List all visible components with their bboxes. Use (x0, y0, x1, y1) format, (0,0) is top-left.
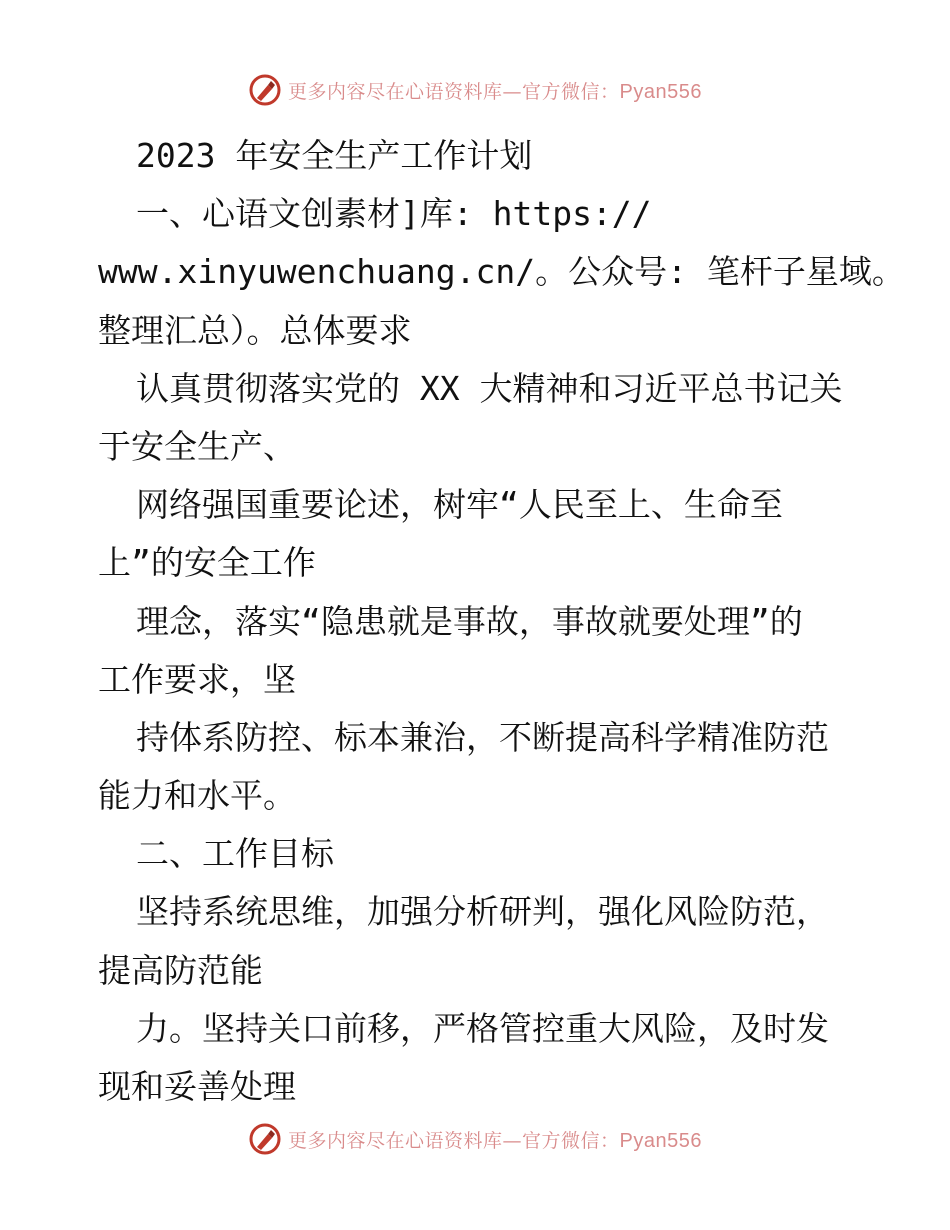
header-banner-text: 更多内容尽在心语资料库—官方微信：Pyan556 (288, 80, 702, 103)
footer-banner (0, 1119, 950, 1159)
paragraph-line: 能力和水平。 (98, 776, 296, 816)
header-wechat-id: Pyan556 (619, 80, 702, 103)
paragraph-line: 理念，落实“隐患就是事故，事故就要处理”的 (136, 601, 803, 641)
paragraph-line: 持体系防控、标本兼治，不断提高科学精准防范 (136, 717, 829, 757)
paragraph-line: 于安全生产、 (98, 426, 296, 466)
section-heading-1: 一、心语文创素材]库: https:// (136, 194, 652, 234)
paragraph-line: 现和妥善处理 (98, 1067, 296, 1106)
paragraph-line: 力。坚持关口前移，严格管控重大风险，及时发 (136, 1008, 829, 1048)
header-banner (0, 70, 950, 110)
section-heading-2: 二、工作目标 (136, 834, 334, 874)
document-title: 2023 年安全生产工作计划 (136, 136, 533, 175)
footer-banner-text: 更多内容尽在心语资料库—官方微信：Pyan556 (288, 1129, 702, 1152)
pen-logo-icon (248, 73, 282, 107)
paragraph-line: 坚持系统思维，加强分析研判，强化风险防范， (136, 892, 829, 932)
paragraph-line: www.xinyuwenchuang.cn/。公众号: 笔杆子星域。 (98, 252, 905, 292)
paragraph-line: 认真贯彻落实党的 XX 大精神和习近平总书记关 (136, 368, 843, 408)
paragraph-line: 上”的安全工作 (98, 543, 316, 583)
paragraph-line: 整理汇总）。总体要求 (98, 310, 412, 350)
document-body (98, 127, 905, 1116)
paragraph-line: 提高防范能 (98, 950, 263, 990)
paragraph-line: 网络强国重要论述，树牢“人民至上、生命至 (136, 485, 783, 525)
paragraph-line: 工作要求，坚 (98, 659, 296, 699)
pen-logo-icon (248, 1122, 282, 1156)
footer-wechat-id: Pyan556 (619, 1129, 702, 1152)
